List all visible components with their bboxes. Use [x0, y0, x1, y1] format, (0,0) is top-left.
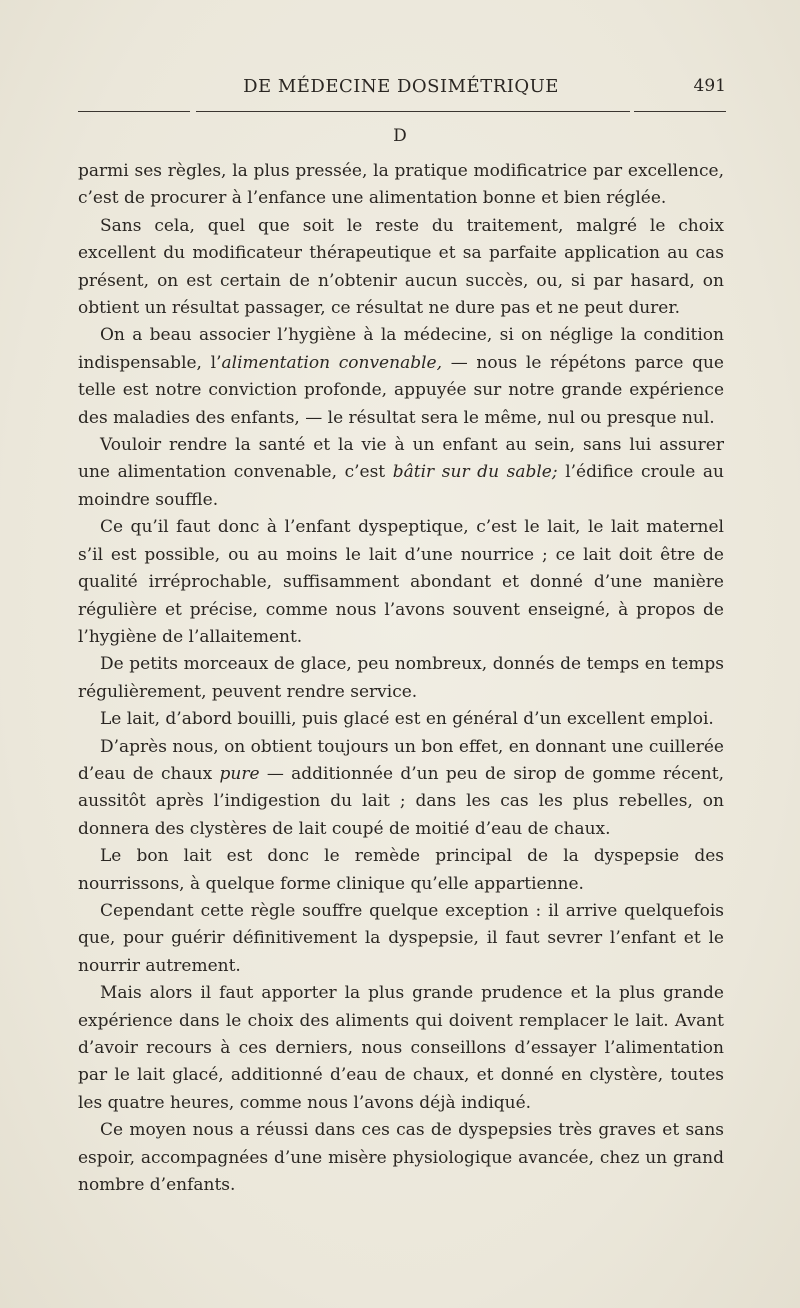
paragraph-text: Ce qu’il faut donc à l’enfant dyspeptique, c’est le lait, le lait maternel s’il est possible, ou au moins le lait d’une nourrice ; ce lait doit être de qualité irréprochable, suffisamment abondant et donné d’une manière régulière et précise, comme nous l’avons souvent enseigné, à propos de l’hygiène de l’allaitement. — [78, 517, 724, 647]
page-number: 491 — [693, 76, 726, 96]
header-rule-left — [78, 111, 190, 112]
paragraph — [78, 843, 724, 898]
header-rule-right — [634, 111, 726, 112]
paragraph — [78, 514, 724, 651]
paragraph — [78, 432, 724, 514]
paragraph-text: D’après nous, on obtient toujours un bon effet, en donnant une cuillerée d’eau de chaux — [78, 736, 724, 784]
paragraph — [78, 980, 724, 1117]
paragraph-text: De petits morceaux de glace, peu nombreux, donnés de temps en temps régulièrement, peuvent rendre service. — [78, 654, 724, 702]
paragraph-text: parmi ses règles, la plus pressée, la pratique modificatrice par excellence, c’est de procurer à l’enfance une alimentation bonne et bien réglée. — [78, 161, 724, 209]
paragraph-text: Vouloir rendre la santé et la vie à un enfant au sein, sans lui assurer une alimentation convenable, c’est — [78, 435, 724, 483]
body-text — [78, 158, 724, 1199]
paragraph — [78, 734, 724, 844]
paragraph — [78, 651, 724, 706]
italic-phrase: bâtir sur du sable; — [392, 462, 558, 483]
paragraph-text: Le lait, d’abord bouilli, puis glacé est en général d’un excellent emploi. — [100, 709, 714, 730]
paragraph — [78, 213, 724, 323]
italic-phrase: pure — [219, 763, 260, 784]
header-rule-middle — [196, 111, 630, 112]
paragraph-text: — additionnée d’un peu de sirop de gomme récent, aussitôt après l’indigestion du lait ; dans les cas les plus rebelles, on donnera des clystères de lait coupé de moitié d’eau de chaux. — [78, 763, 724, 839]
paragraph — [78, 1117, 724, 1199]
running-head — [78, 76, 724, 102]
paragraph-text: l’édifice croule au moindre souffle. — [78, 462, 724, 510]
paragraph-text: Mais alors il faut apporter la plus grande prudence et la plus grande expérience dans le choix des aliments qui doivent remplacer le lait. Avant d’avoir recours à ces derniers, nous conseillons d’essayer l’alimentation par le lait glacé, additionné d’eau de chaux, et donné en clystère, toutes les quatre heures, comme nous l’avons déjà indiqué. — [78, 983, 724, 1113]
paragraph — [78, 898, 724, 980]
paragraph — [78, 158, 724, 213]
paragraph-text: Cependant cette règle souffre quelque exception : il arrive quelquefois que, pour guérir définitivement la dyspepsie, il faut sevrer l’enfant et le nourrir autrement. — [78, 900, 724, 976]
paragraph-text: Le bon lait est donc le remède principal de la dyspepsie des nourrissons, à quelque forme clinique qu’elle appartienne. — [78, 846, 724, 894]
paragraph — [78, 322, 724, 432]
signature-mark: D — [393, 126, 407, 146]
paragraph-text: Ce moyen nous a réussi dans ces cas de dyspepsies très graves et sans espoir, accompagnées d’une misère physiologique avancée, chez un grand nombre d’enfants. — [78, 1120, 724, 1196]
paragraph — [78, 706, 724, 733]
paragraph-text: Sans cela, quel que soit le reste du traitement, malgré le choix excellent du modificateur thérapeutique et sa parfaite application au cas présent, on est certain de n’obtenir aucun succès, ou, si par hasard, on obtient un résultat passager, ce résultat ne dure pas et ne peut durer. — [78, 215, 724, 319]
paragraph-text: — nous le répétons parce que telle est notre conviction profonde, appuyée sur notre grande expérience des maladies des enfants, — le résultat sera le même, nul ou presque nul. — [78, 352, 724, 428]
paragraph-text: On a beau associer l’hygiène à la médecine, si on néglige la condition indispensable, l’ — [78, 325, 724, 373]
italic-phrase: alimentation convenable, — [221, 352, 442, 373]
running-title: DE MÉDECINE DOSIMÉTRIQUE — [243, 76, 559, 97]
